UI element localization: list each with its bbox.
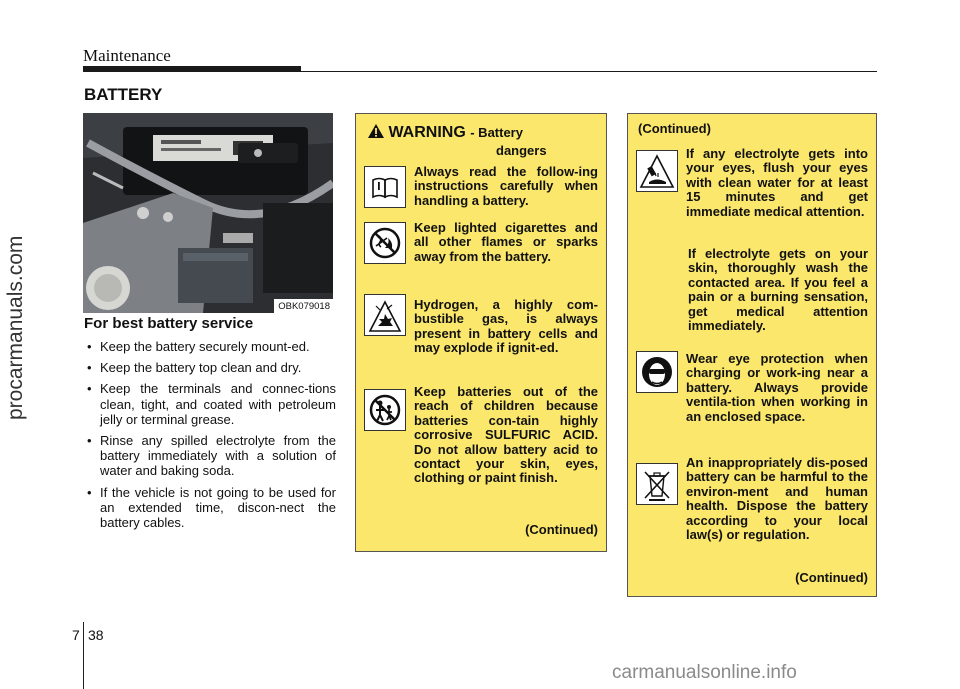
warning-title	[368, 124, 598, 158]
warning-text: Always read the follow-ing instructions carefully when handling a battery.	[414, 164, 598, 208]
photo-code: OBK079018	[274, 299, 333, 313]
no-flames-icon	[364, 222, 406, 264]
list-item: • Keep the battery top clean and dry.	[84, 360, 336, 375]
continued-box	[627, 113, 877, 597]
no-trash-bin-icon	[636, 463, 678, 505]
engine-bay-illustration	[83, 113, 333, 313]
service-list	[84, 339, 336, 536]
warning-triangle-icon	[368, 124, 384, 138]
warning-text: An inappropriately dis-posed battery can be harmful to the environ-ment and human health. Dispose the battery according to your local law(s) or regulation.	[686, 455, 868, 543]
warning-subtitle-line2: dangers	[496, 143, 547, 158]
continued-header: (Continued)	[638, 121, 711, 136]
warning-subtitle: - Battery	[470, 125, 523, 140]
warning-label: WARNING	[388, 124, 466, 141]
list-item: • Rinse any spilled electrolyte from the battery immediately with a solution of water and baking soda.	[84, 433, 336, 479]
explosion-icon	[364, 294, 406, 336]
side-watermark: procarmanuals.com	[4, 235, 27, 420]
header-rule-thick	[83, 66, 301, 72]
page-number-divider	[83, 622, 84, 689]
continued-label: (Continued)	[525, 522, 598, 537]
list-item: • Keep the battery securely mount-ed.	[84, 339, 336, 354]
keep-children-away-icon	[364, 389, 406, 431]
chapter-number: 7	[72, 627, 80, 643]
read-manual-icon	[364, 166, 406, 208]
eye-protection-icon	[636, 351, 678, 393]
footer-watermark: carmanualsonline.info	[612, 662, 797, 683]
page-title: BATTERY	[84, 85, 163, 104]
list-item: • Keep the terminals and connec-tions clean, tight, and coated with petroleum jelly or terminal grease.	[84, 381, 336, 427]
warning-text: Wear eye protection when charging or work-ing near a battery. Always provide ventila-tion when working in an enclosed space.	[686, 351, 868, 424]
warning-text: Hydrogen, a highly com-bustible gas, is always present in battery cells and may explode if ignit-ed.	[414, 297, 598, 356]
service-heading: For best battery service	[84, 315, 254, 332]
warning-text: If any electrolyte gets into your eyes, flush your eyes with clean water for at least 15 minutes and get immediate medical attention.	[686, 146, 868, 219]
warning-box	[355, 113, 607, 552]
warning-text: Keep batteries out of the reach of children because batteries con-tain highly corrosive SULFURIC ACID. Do not allow battery acid to contact your skin, eyes, clothing or paint finish.	[414, 384, 598, 486]
list-item: • If the vehicle is not going to be used for an extended time, discon-nect the battery cables.	[84, 485, 336, 531]
warning-text: If electrolyte gets on your skin, thoroughly wash the contacted area. If you feel a pain or a burning sensation, get medical attention immediately.	[688, 246, 868, 334]
warning-text: Keep lighted cigarettes and all other flames or sparks away from the battery.	[414, 220, 598, 264]
section-header: Maintenance	[83, 46, 171, 65]
header-rule-thin	[301, 71, 877, 72]
battery-photo	[83, 113, 333, 313]
page-number: 38	[88, 627, 104, 643]
corrosive-acid-icon	[636, 150, 678, 192]
continued-label: (Continued)	[795, 570, 868, 585]
